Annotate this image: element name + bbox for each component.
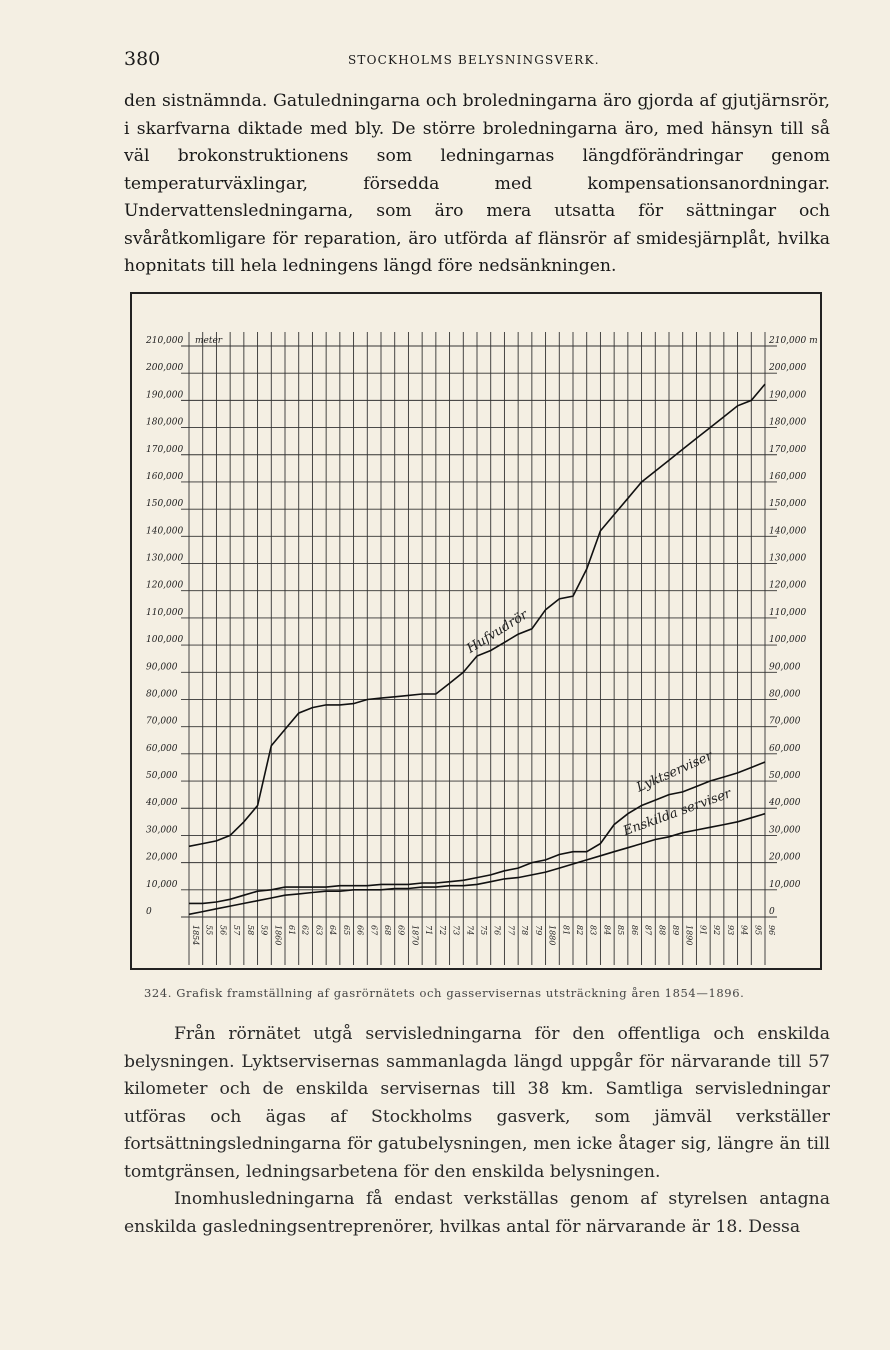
x-tick-label: 72 [437,925,447,936]
y-tick-label-right: 160,000 [769,471,807,482]
x-tick-label: 87 [643,925,653,936]
y-tick-label-left: 80,000 [146,689,178,700]
x-tick-label: 69 [396,925,406,936]
y-tick-label-right: 20,000 [769,852,801,863]
x-tick-label: 85 [616,925,626,936]
x-tick-label: 1870 [410,925,420,946]
x-tick-label: 82 [575,925,584,936]
x-tick-label: 65 [341,925,351,936]
y-tick-label-left: 140,000 [146,526,184,537]
y-tick-label-left: 190,000 [146,390,184,401]
y-tick-label-left: 40,000 [146,798,178,809]
y-tick-label-right: 0 [769,907,775,917]
x-tick-label: 63 [314,925,324,936]
x-tick-label: 93 [725,925,735,936]
x-tick-label: 71 [424,925,434,936]
y-tick-label-right: 50,000 [769,771,801,782]
y-tick-label-right: 80,000 [769,689,801,700]
x-tick-label: 59 [259,925,269,936]
paragraph-2: Från rörnätet utgå servisledningarna för den offentliga och enskilda belysningen. Lyktservisernas sammanlagda längd uppgår för närvarande till 57 kilometer och de enskilda servisernas till 38 km. Samtliga servisledningar utföras och ägas af Stockholms gasverk, som jämväl verkställer fortsättningsledningarna för gatubelysningen, men icke åtager sig, längre än till tomtgränsen, ledningsarbetena för den enskilda belysningen. [124,1024,830,1182]
paragraph-1: den sistnämnda. Gatuledningarna och broledningarna äro gjorda af gjutjärnsrör, i skarfvarna diktade med bly. De större broledningarna äro, med hänsyn till så väl brokonstruktionens som ledningarnas längdförändringar genom temperaturväxlingar, försedda med kompensationsanordningar. Undervattensledningarna, som äro mera utsatta för sättningar och svåråtkomligare för reparation, äro utförda af flänsrör af smidesjärnplåt, hvilka hopnitats till hela ledningens längd före nedsänkningen. [124,91,830,276]
y-tick-label-left: 70,000 [146,716,178,727]
y-tick-label-left: 150,000 [146,499,184,510]
x-tick-label: 76 [492,925,502,936]
y-tick-label-right: 170,000 [769,444,807,455]
y-tick-label-right: 10,000 [769,879,801,890]
y-tick-label-left: 10,000 [146,879,178,890]
x-tick-label: 61 [287,925,296,936]
y-tick-label-right: 130,000 [769,553,807,564]
y-tick-label-right: 210,000 m [769,336,818,346]
y-tick-label-left: 200,000 [146,363,184,374]
y-tick-label-left: 30,000 [146,825,178,836]
y-tick-label-left: 170,000 [146,444,184,455]
figure-caption: 324. Grafisk framställning af gasrörnätets och gasservisernas utsträckning åren 1854—1896. [144,986,745,1000]
y-tick-label-left: 210,000 [146,336,184,346]
x-tick-label: 62 [300,925,310,936]
x-tick-label: 57 [232,925,242,936]
y-tick-label-right: 110,000 [769,607,807,618]
x-tick-label: 92 [712,925,722,936]
x-tick-label: 56 [218,925,228,936]
y-tick-label-right: 150,000 [769,499,807,510]
x-tick-label: 73 [451,925,461,936]
y-axis-label: meter [195,336,223,346]
y-tick-label-right: 90,000 [769,662,801,673]
x-tick-label: 78 [520,925,530,936]
series-label-1: Lyktserviser [634,748,715,796]
y-tick-label-left: 120,000 [146,580,184,591]
x-tick-label: 67 [369,925,379,936]
figure-chart [130,292,822,970]
x-tick-label: 83 [588,925,598,936]
y-tick-label-left: 0 [146,907,152,917]
y-tick-label-right: 140,000 [769,526,807,537]
x-tick-label: 79 [533,925,543,936]
x-tick-label: 77 [506,925,516,936]
series-label-0: Hufvudrör [464,607,531,657]
y-tick-label-left: 90,000 [146,662,178,673]
x-tick-label: 86 [629,925,639,936]
y-tick-label-left: 60,000 [146,743,178,754]
x-tick-label: 84 [602,925,612,936]
x-tick-label: 94 [739,925,749,936]
running-head: STOCKHOLMS BELYSNINGSVERK. [348,53,600,67]
x-tick-label: 58 [245,925,255,936]
x-tick-label: 96 [767,925,776,936]
x-tick-label: 91 [698,925,708,936]
y-tick-label-right: 120,000 [769,580,807,591]
line-chart [132,294,820,968]
y-tick-label-left: 110,000 [146,607,184,618]
y-tick-label-right: 190,000 [769,390,807,401]
x-tick-label: 89 [671,925,680,936]
x-tick-label: 75 [479,925,488,936]
y-tick-label-right: 60,000 [769,743,801,754]
x-tick-label: 88 [657,925,667,936]
y-tick-label-left: 50,000 [146,771,178,782]
y-tick-label-right: 70,000 [769,716,801,727]
y-tick-label-left: 130,000 [146,553,184,564]
y-tick-label-right: 180,000 [769,417,807,428]
x-tick-label: 1890 [684,925,694,946]
x-tick-label: 74 [465,925,475,936]
x-tick-label: 64 [328,925,338,936]
y-tick-label-left: 180,000 [146,417,184,428]
x-tick-label: 55 [204,925,214,936]
x-tick-label: 1854 [191,925,200,946]
series-label-2: Enskilda serviser [621,786,734,840]
y-tick-label-left: 20,000 [146,852,178,863]
page-header [124,48,830,72]
y-tick-label-left: 100,000 [146,635,184,646]
paragraph-3: Inomhusledningarna få endast verkställas genom af styrelsen antagna enskilda gasledningsentreprenörer, hvilkas antal för närvarande är 18. Dessa [124,1189,830,1237]
y-tick-label-right: 30,000 [769,825,801,836]
x-tick-label: 68 [383,925,392,936]
x-tick-label: 81 [561,925,571,936]
y-tick-label-right: 200,000 [769,363,807,374]
page-number: 380 [124,48,161,70]
y-tick-label-right: 40,000 [769,798,801,809]
x-tick-label: 66 [355,925,365,936]
y-tick-label-left: 160,000 [146,471,184,482]
x-tick-label: 1880 [547,925,557,946]
x-tick-label: 1860 [273,925,283,946]
y-tick-label-right: 100,000 [769,635,807,646]
x-tick-label: 95 [753,925,763,936]
